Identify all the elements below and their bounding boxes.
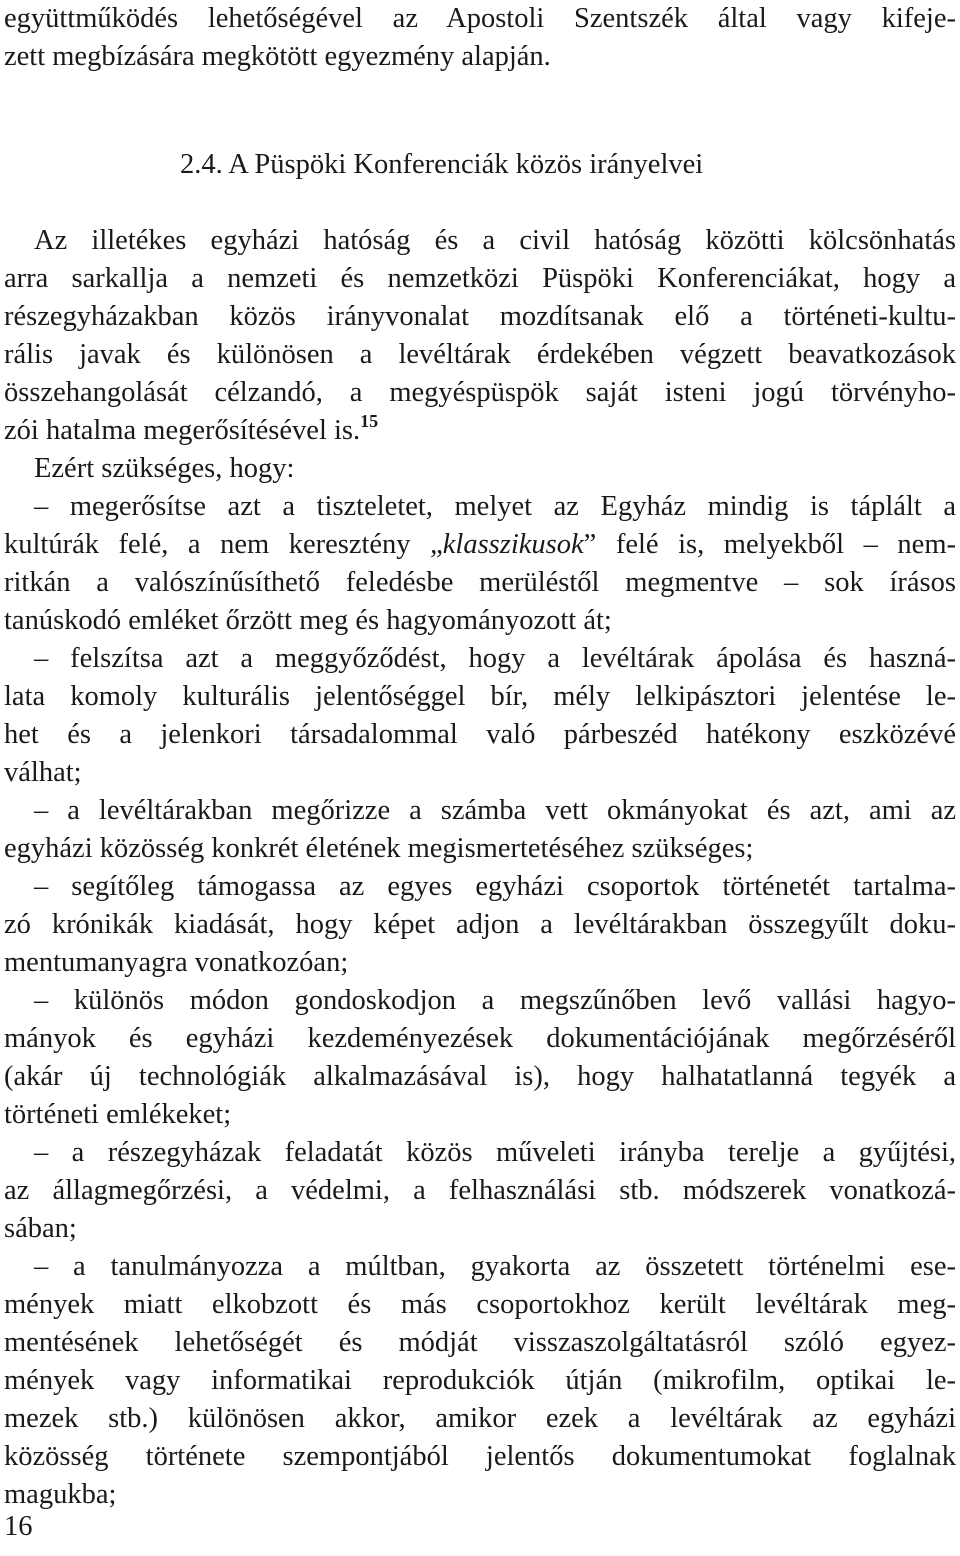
list-item-line: – a tanulmányozza a múltban, gyakorta az összetett történelmi ese- [34,1251,956,1282]
list-item-line: – segítőleg támogassa az egyes egyházi csoportok történetét tartalma- [34,871,956,902]
text-line: együttműködés lehetőségével az Apostoli Szentszék által vagy kifeje- [4,3,956,34]
footnote-reference[interactable]: 15 [360,411,379,431]
list-item-line: – különös módon gondoskodjon a megszűnőben levő vallási hagyo- [34,985,956,1016]
list-item-line: – a levéltárakban megőrizze a számba vett okmányokat és azt, ami az [34,795,956,826]
list-item-line: mányok és egyházi kezdeményezések dokumentációjának megőrzéséről [4,1023,956,1054]
list-item-line: magukba; [4,1479,117,1510]
text-fragment: zói hatalma megerősítésével is. [4,415,361,446]
list-item-line: tanúskodó emléket őrzött meg és hagyományozott át; [4,605,612,636]
text-line: Ezért szükséges, hogy: [34,453,295,484]
list-item-line: mények miatt elkobzott és más csoportokhoz került levéltárak meg- [4,1289,956,1320]
text-fragment: kultúrák felé, a nem keresztény [4,529,431,560]
list-item-line: válhat; [4,757,82,788]
list-item-line: mények vagy informatikai reprodukciók útján (mikrofilm, optikai le- [4,1365,956,1396]
text-line [4,412,378,450]
text-line: részegyházakban közös irányvonalat mozdítsanak elő a történeti-kultu- [4,301,956,332]
list-item-line: történeti emlékeket; [4,1099,232,1130]
list-item-line: sában; [4,1213,77,1244]
text-line: zett megbízására megkötött egyezmény alapján. [4,41,551,72]
text-line: arra sarkallja a nemzeti és nemzetközi Püspöki Konferenciákat, hogy a [4,263,956,294]
list-item-line: mentésének lehetőségét és módját visszaszolgáltatásról szóló egyez- [4,1327,956,1358]
list-item-line: egyházi közösség konkrét életének megismertetéséhez szükséges; [4,833,754,864]
emphasized-term: klasszikusok [442,529,584,560]
list-item-line: lata komoly kulturális jelentőséggel bír, mély lelkipásztori jelentése le- [4,681,956,712]
list-item-line: – megerősítse azt a tiszteletet, melyet az Egyház mindig is táplált a [34,491,956,522]
section-heading: 2.4. A Püspöki Konferenciák közös irányelvei [180,149,704,180]
list-item-line: zó krónikák kiadását, hogy képet adjon a levéltárakban összegyűlt doku- [4,909,956,940]
list-item-line: kultúrák felé, a nem keresztény „klasszikusok” felé is, melyekből – nem- [4,529,956,560]
text-fragment: felé is, melyekből – nem- [596,529,956,560]
text-line: összehangolását célzandó, a megyéspüspök saját isteni jogú törvényho- [4,377,956,408]
list-item-line: közösség története szempontjából jelentős dokumentumokat foglalnak [4,1441,956,1472]
list-item-line: – felszítsa azt a meggyőződést, hogy a levéltárak ápolása és haszná- [34,643,956,674]
list-item-line: het és a jelenkori társadalommal való párbeszéd hatékony eszközévé [4,719,956,750]
list-item-line: – a részegyházak feladatát közös műveleti irányba terelje a gyűjtési, [34,1137,956,1168]
list-item-line: az állagmegőrzési, a védelmi, a felhasználási stb. módszerek vonatkozá- [4,1175,956,1206]
text-line: Az illetékes egyházi hatóság és a civil hatóság közötti kölcsönhatás [34,225,956,256]
list-item-line: (akár új technológiák alkalmazásával is), hogy halhatatlanná tegyék a [4,1061,956,1092]
text-line: rális javak és különösen a levéltárak érdekében végzett beavatkozások [4,339,956,370]
list-item-line: mezek stb.) különösen akkor, amikor ezek a levéltárak az egyházi [4,1403,956,1434]
page-number: 16 [4,1511,33,1542]
list-item-line: mentumanyagra vonatkozóan; [4,947,349,978]
list-item-line: ritkán a valószínűsíthető feledésbe merüléstől megmentve – sok írásos [4,567,956,598]
